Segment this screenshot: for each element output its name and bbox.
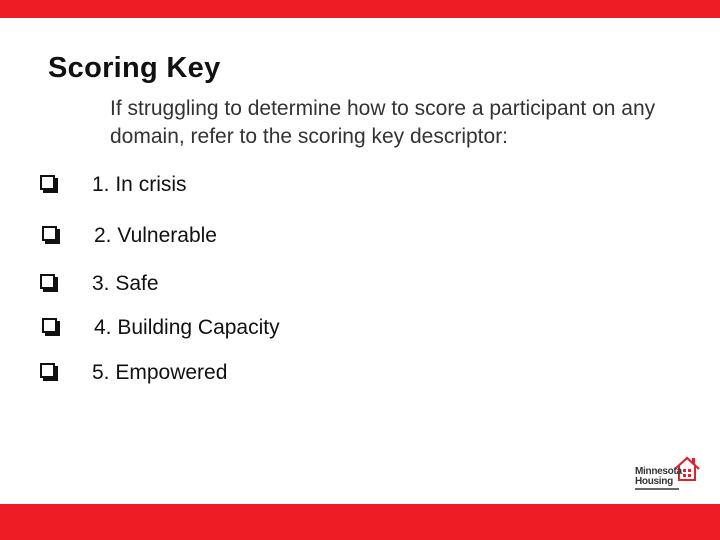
minnesota-housing-logo (632, 452, 704, 494)
intro-text: If struggling to determine how to score a participant on any domain, refer to the scoring key descriptor: (110, 97, 656, 148)
logo-wordmark-line1: Minnesota (635, 466, 682, 477)
list-item-label: 5. Empowered (92, 361, 228, 384)
list-item-label: 2. Vulnerable (94, 224, 217, 247)
slide-title: Scoring Key (48, 52, 221, 84)
list-item-label: 3. Safe (92, 272, 159, 295)
bottom-accent-bar (0, 504, 720, 540)
checkbox-bullet-icon (40, 274, 55, 289)
logo-underline (635, 488, 679, 490)
checkbox-bullet-icon (40, 363, 55, 378)
checkbox-bullet-icon (42, 318, 57, 333)
list-item-label: 1. In crisis (92, 173, 187, 196)
top-accent-bar (0, 0, 720, 18)
logo-wordmark-line2: Housing (635, 476, 673, 487)
checkbox-bullet-icon (40, 175, 55, 190)
checkbox-bullet-icon (42, 226, 57, 241)
list-item-label: 4. Building Capacity (94, 316, 280, 339)
